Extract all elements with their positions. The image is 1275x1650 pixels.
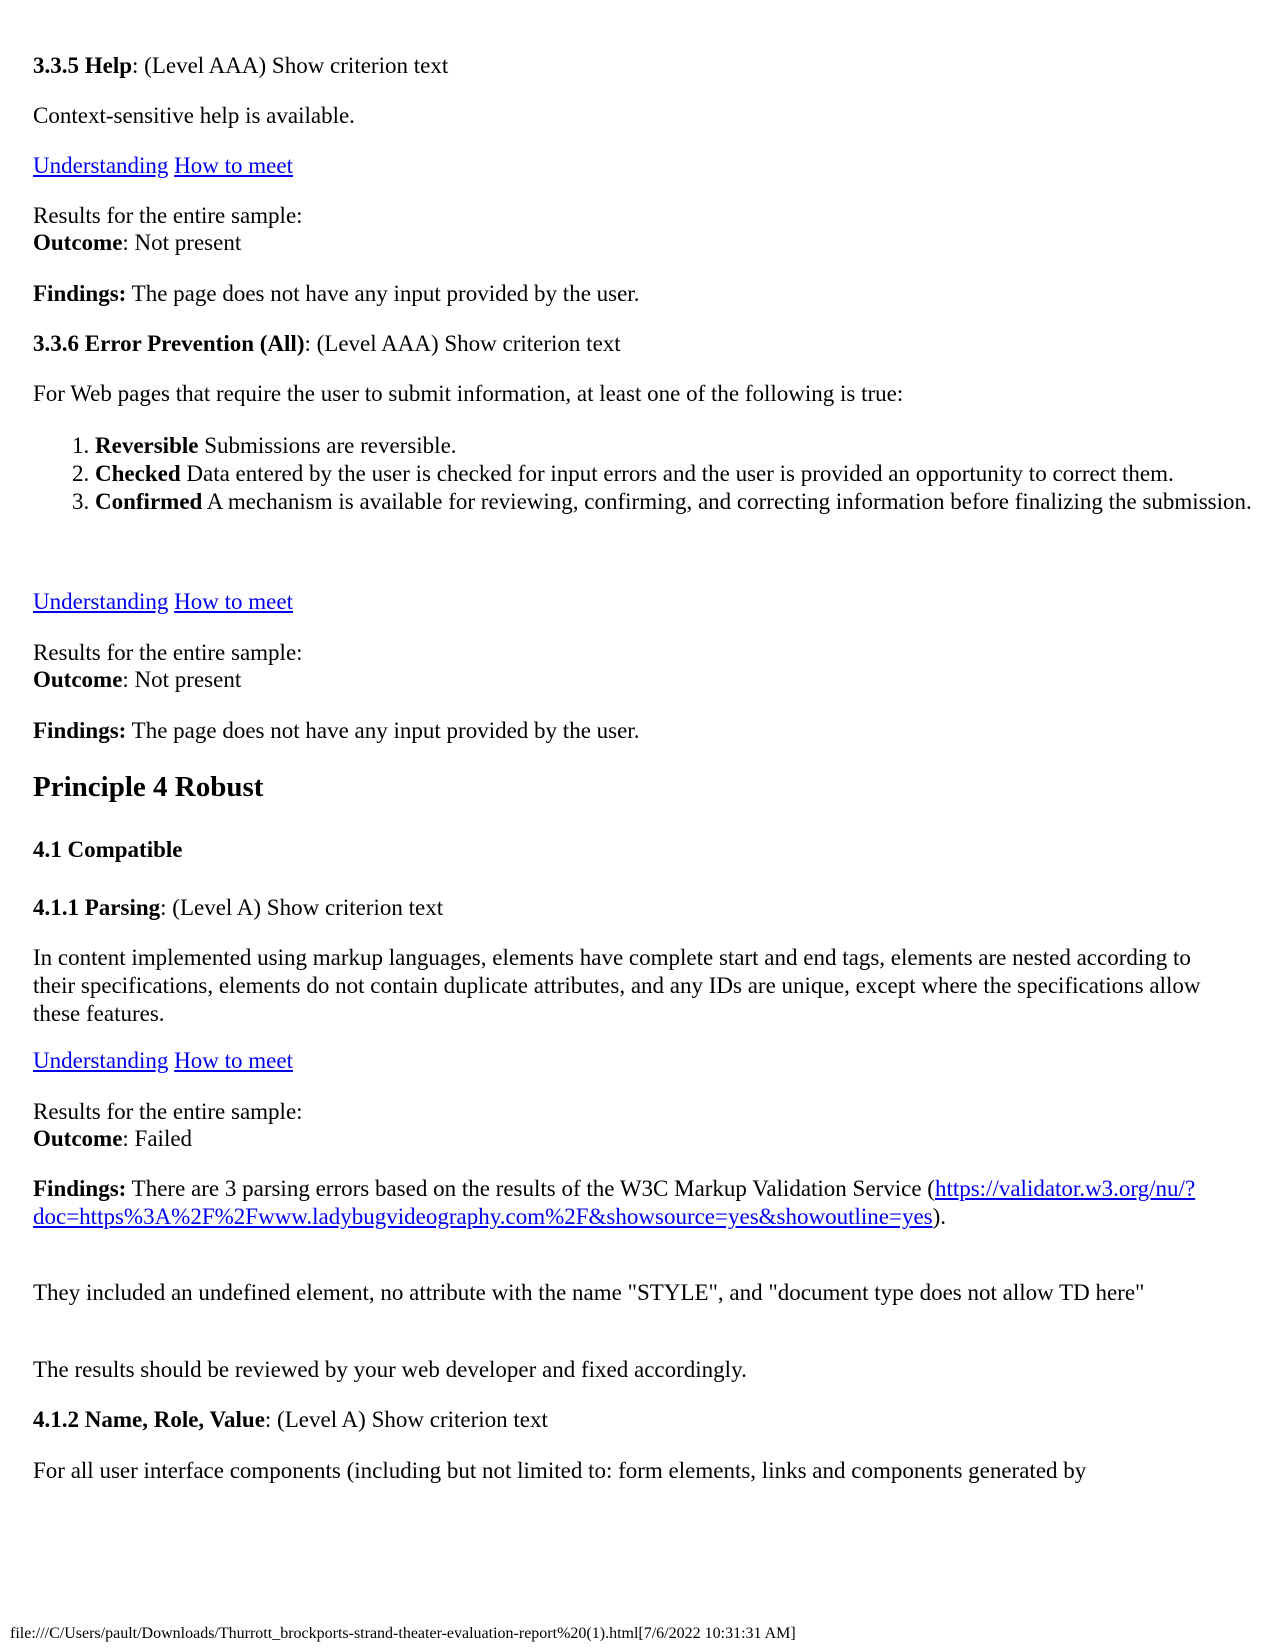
- recommendation: The results should be reviewed by your web developer and fixed accordingly.: [33, 1357, 747, 1382]
- outcome-line: [33, 1125, 1238, 1153]
- criterion-title: 4.1.1 Parsing: [33, 895, 161, 920]
- criterion-text: In content implemented using markup languages, elements have complete start and end tags, elements are nested according to their specifications, elements do not contain duplicate attributes, and any IDs are unique, except where the specifications allow these features.: [33, 945, 1201, 1026]
- validator-link-line-1: https://validator.w3.org/nu/?: [934, 1176, 1196, 1201]
- findings-text: The page does not have any input provided by the user.: [126, 281, 640, 306]
- findings-label: Findings:: [33, 281, 127, 306]
- requirements-list: [33, 432, 1275, 516]
- criterion-text: Context-sensitive help is available.: [33, 103, 355, 128]
- criterion-links: [33, 1047, 1238, 1075]
- list-item: [95, 488, 1275, 516]
- findings-end: ).: [932, 1204, 947, 1229]
- results-label: Results for the entire sample:: [33, 640, 303, 665]
- criterion-heading-4-1-2: [33, 1406, 1238, 1434]
- validator-link-line-2: doc=https%3A%2F%2Fwww.ladybugvideography.com%2F&showsource=yes&showoutline=yes: [33, 1204, 933, 1229]
- criterion-level: : (Level AAA) Show criterion text: [304, 331, 621, 356]
- criterion-heading-3-3-6: [33, 330, 1238, 358]
- criterion-title: 3.3.6 Error Prevention (All): [33, 331, 305, 356]
- list-item-text: Data entered by the user is checked for input errors and the user is provided an opportunity to correct them.: [180, 461, 1174, 486]
- outcome-line: [33, 229, 1238, 257]
- outcome-label: Outcome: [33, 667, 123, 692]
- findings-detail: They included an undefined element, no attribute with the name "STYLE", and "document type does not allow TD here": [33, 1280, 1145, 1305]
- findings-paragraph: [33, 1175, 1238, 1231]
- understanding-link[interactable]: Understanding: [33, 1048, 169, 1073]
- understanding-link[interactable]: Understanding: [33, 589, 169, 614]
- results-label: Results for the entire sample:: [33, 203, 303, 228]
- criterion-links: [33, 588, 1238, 616]
- list-item-text: Submissions are reversible.: [198, 433, 457, 458]
- findings-text: The page does not have any input provided by the user.: [126, 718, 640, 743]
- findings-line: [33, 717, 1238, 745]
- criterion-links: [33, 152, 1238, 180]
- findings-label: Findings:: [33, 1176, 127, 1201]
- criterion-level: : (Level A) Show criterion text: [264, 1407, 548, 1432]
- outcome-value: : Failed: [122, 1126, 193, 1151]
- criterion-heading-3-3-5: [33, 52, 1238, 80]
- understanding-link[interactable]: Understanding: [33, 153, 169, 178]
- results-label: Results for the entire sample:: [33, 1099, 303, 1124]
- principle-heading: Principle 4 Robust: [33, 771, 264, 803]
- outcome-label: Outcome: [33, 230, 123, 255]
- outcome-value: : Not present: [122, 230, 242, 255]
- findings-label: Findings:: [33, 718, 127, 743]
- criterion-level: : (Level AAA) Show criterion text: [132, 53, 449, 78]
- list-item-text: A mechanism is available for reviewing, confirming, and correcting information before finalizing the submission.: [202, 489, 1252, 514]
- how-to-meet-link[interactable]: How to meet: [174, 153, 293, 178]
- print-footer-path: file:///C/Users/pault/Downloads/Thurrott_brockports-strand-theater-evaluation-report%20(1).html[7/6/2022 10:31:31 AM]: [10, 1625, 796, 1642]
- guideline-heading: 4.1 Compatible: [33, 837, 183, 862]
- list-item: [95, 432, 1275, 460]
- findings-text: There are 3 parsing errors based on the results of the W3C Markup Validation Service (: [126, 1176, 935, 1201]
- how-to-meet-link[interactable]: How to meet: [174, 1048, 293, 1073]
- list-item-term: Confirmed: [95, 489, 203, 514]
- list-item: [95, 460, 1275, 488]
- list-item-term: Checked: [95, 461, 181, 486]
- criterion-title: 4.1.2 Name, Role, Value: [33, 1407, 265, 1432]
- criterion-intro: For Web pages that require the user to submit information, at least one of the following is true:: [33, 381, 904, 406]
- outcome-line: [33, 666, 1238, 694]
- outcome-label: Outcome: [33, 1126, 123, 1151]
- list-item-term: Reversible: [95, 433, 199, 458]
- criterion-title: 3.3.5 Help: [33, 53, 133, 78]
- findings-line: [33, 280, 1238, 308]
- how-to-meet-link[interactable]: How to meet: [174, 589, 293, 614]
- criterion-text: For all user interface components (including but not limited to: form elements, links and components generated by: [33, 1458, 1087, 1483]
- criterion-level: : (Level A) Show criterion text: [160, 895, 444, 920]
- outcome-value: : Not present: [122, 667, 242, 692]
- criterion-heading-4-1-1: [33, 894, 1238, 922]
